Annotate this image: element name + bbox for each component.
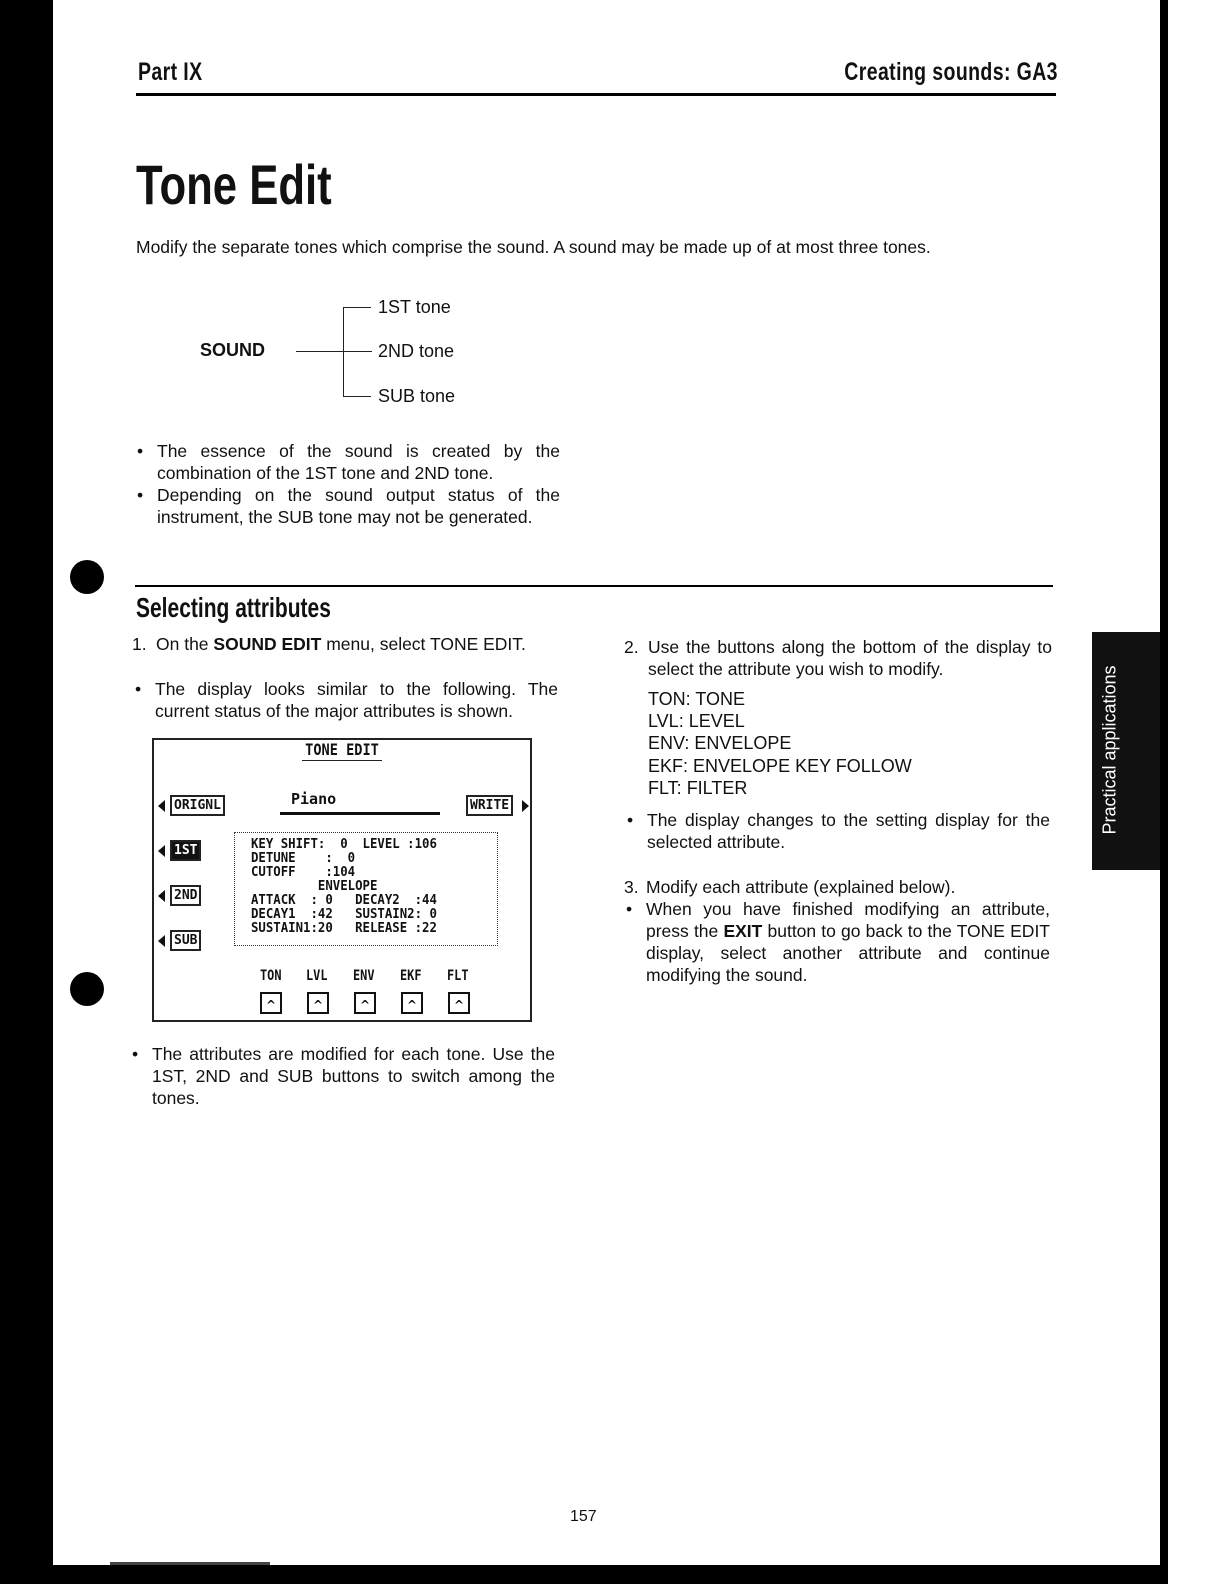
display-title: TONE EDIT (305, 740, 379, 759)
note-sub-tone: • Depending on the sound output status of the instrument, the SUB tone may not be generated. (157, 484, 560, 528)
step-3-text: Modify each attribute (explained below). (646, 877, 956, 897)
page-title: Tone Edit (136, 153, 332, 216)
step-1-text-b: menu, select TONE EDIT. (321, 634, 526, 654)
tone-sub-arrow-icon (158, 935, 165, 947)
step-3-number: 3. (624, 877, 639, 897)
orignl-button[interactable]: ORIGNL (170, 795, 225, 816)
diagram-branch-3 (343, 396, 371, 397)
diagram-branch-1 (343, 307, 371, 308)
step-1-text-a: On the (156, 634, 214, 654)
step-2-text: Use the buttons along the bottom of the display to select the attribute you wish to modify. (648, 637, 1052, 679)
tab-button-flt[interactable]: ^ (448, 992, 470, 1014)
tone-1st-arrow-icon (158, 845, 165, 857)
step-2-note: • The display changes to the setting display for the selected attribute. (647, 809, 1050, 853)
tab-button-ton[interactable]: ^ (260, 992, 282, 1014)
tab-button-lvl[interactable]: ^ (307, 992, 329, 1014)
step-1 (132, 633, 560, 655)
abbr-row: FLT: FILTER (648, 778, 748, 798)
step-3 (624, 876, 1052, 898)
side-tab-label: Practical applications (1099, 665, 1120, 835)
tab-button-ekf[interactable]: ^ (401, 992, 423, 1014)
intro-text: Modify the separate tones which comprise the sound. A sound may be made up of at most three tones. (136, 237, 931, 257)
header-part: Part IX (138, 58, 203, 86)
tab-label-ekf: EKF (400, 968, 422, 984)
header-rule (136, 93, 1056, 96)
exit-button-name: EXIT (723, 921, 763, 941)
diagram-tone-1st: 1ST tone (378, 297, 451, 317)
tab-label-ton: TON (260, 968, 282, 984)
write-arrow-icon (522, 800, 529, 812)
step-1-number: 1. (132, 634, 147, 654)
bottom-edge-mark (110, 1562, 270, 1565)
step-2 (624, 636, 1052, 680)
page-right-edge (1160, 0, 1168, 1584)
abbr-row: TON: TONE (648, 689, 746, 709)
param-line: CUTOFF :104 (251, 865, 356, 880)
write-button[interactable]: WRITE (466, 795, 513, 816)
tab-label-flt: FLT (447, 968, 469, 984)
abbr-row: ENV: ENVELOPE (648, 733, 792, 753)
diagram-bracket (343, 307, 344, 397)
tone-edit-display (152, 738, 532, 1022)
tab-label-lvl: LVL (306, 968, 328, 984)
tone-1st-button[interactable]: 1ST (170, 840, 201, 861)
tone-2nd-button[interactable]: 2ND (170, 885, 201, 906)
binder-hole-lower (70, 972, 104, 1006)
tab-button-env[interactable]: ^ (354, 992, 376, 1014)
param-line: ATTACK : 0 DECAY2 :44 (251, 893, 437, 908)
step-1-note: • The display looks similar to the following. The current status of the major attributes is shown. (155, 678, 558, 722)
diagram-tone-sub: SUB tone (378, 386, 456, 406)
param-line: DETUNE : 0 (251, 851, 356, 866)
page-number: 157 (570, 1508, 597, 1525)
page-left-edge (0, 0, 53, 1584)
section-title: Selecting attributes (136, 592, 331, 623)
tone-2nd-arrow-icon (158, 890, 165, 902)
abbr-row: EKF: ENVELOPE KEY FOLLOW (648, 756, 912, 776)
orignl-arrow-icon (158, 800, 165, 812)
sound-name-underline (280, 812, 440, 815)
param-line: ENVELOPE (251, 879, 378, 894)
param-line: DECAY1 :42 SUSTAIN2: 0 (251, 907, 437, 922)
note-essence: • The essence of the sound is created by the combination of the 1ST tone and 2ND tone. (157, 440, 560, 484)
binder-hole-upper (70, 560, 104, 594)
param-line: KEY SHIFT: 0 LEVEL :106 (251, 837, 437, 852)
step-1-menu-name: SOUND EDIT (213, 634, 322, 654)
parameter-panel (234, 832, 498, 946)
diagram-root-label: SOUND (200, 340, 266, 360)
display-title-underline (302, 760, 382, 761)
step-2-number: 2. (624, 637, 639, 657)
diagram-tone-2nd: 2ND tone (378, 341, 455, 361)
tone-switch-note: • The attributes are modified for each tone. Use the 1ST, 2ND and SUB buttons to switch among the tones. (152, 1043, 555, 1109)
diagram-connector (296, 351, 372, 352)
sound-name: Piano (291, 790, 337, 808)
tab-label-env: ENV (353, 968, 375, 984)
step-3-note: • When you have finished modifying an attribute, press the EXIT button to go back to the TONE EDIT display, select another attribute and continue modifying the sound. (646, 898, 1050, 986)
header-chapter: Creating sounds: GA3 (844, 58, 1058, 86)
abbr-row: LVL: LEVEL (648, 711, 745, 731)
section-rule (135, 585, 1053, 587)
tone-sub-button[interactable]: SUB (170, 930, 201, 951)
page-bottom-edge (53, 1565, 1168, 1584)
param-line: SUSTAIN1:20 RELEASE :22 (251, 921, 437, 936)
